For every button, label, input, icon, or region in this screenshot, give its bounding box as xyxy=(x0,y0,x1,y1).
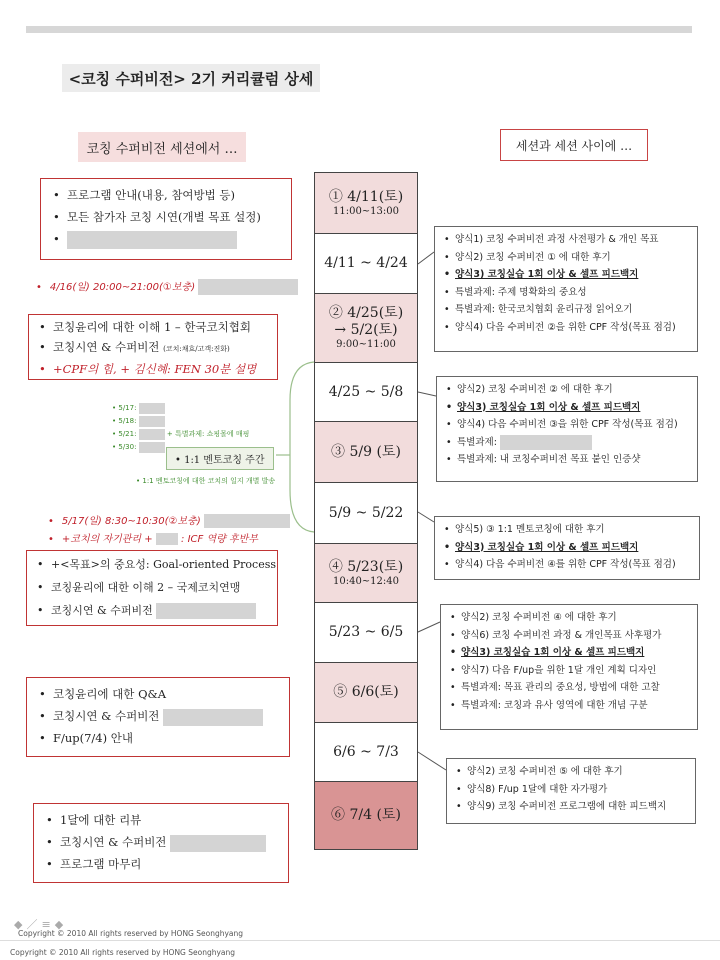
list-item: • 특별과제: 목표 관리의 중요성, 방법에 대한 고찰 xyxy=(447,679,691,697)
redacted-block xyxy=(67,231,237,249)
list-item: • 양식2) 코칭 수퍼비전 ④ 에 대한 후기 xyxy=(447,609,691,627)
list-item: • 코칭윤리에 대한 이해 2 – 국제코치연맹 xyxy=(33,576,271,599)
list-item xyxy=(35,337,271,359)
assignment-box-1 xyxy=(434,226,698,352)
list-item: • 모든 참가자 코칭 시연(개별 목표 설정) xyxy=(49,206,283,228)
mentor-extra-task: + 특별과제: 쇼핑몰에 매핑 xyxy=(166,430,250,438)
interval-1-cell xyxy=(314,233,418,294)
session-1-date: ① 4/11(토) xyxy=(328,188,404,205)
list-item: • 양식5) ③ 1:1 멘토코칭에 대한 후기 xyxy=(441,521,693,539)
interval-2-range: 4/25 ~ 5/8 xyxy=(328,383,404,400)
mentor-coaching-week-badge: • 1:1 멘토코칭 주간 xyxy=(166,447,274,470)
list-item: • 양식4) 다음 수퍼비전 ④를 위한 CPF 작성(목표 점검) xyxy=(441,556,693,574)
redacted-block xyxy=(204,514,290,528)
mentor-date-label: 5/18: xyxy=(118,417,137,425)
menu-icon[interactable]: ≡ xyxy=(41,918,55,931)
list-item: • 양식4) 다음 수퍼비전 ②을 위한 CPF 작성(목표 점검) xyxy=(441,319,691,337)
list-item: • +<목표>의 중요성: Goal-oriented Process xyxy=(33,553,271,576)
list-item: • 양식3) 코칭실습 1회 이상 & 셀프 피드백지 xyxy=(441,266,691,284)
makeup-note-2-text: 5/17(일) 8:30~10:30(②보충) xyxy=(61,516,201,527)
assignment-box-4 xyxy=(440,604,698,730)
session-3-cell xyxy=(314,421,418,483)
prev-icon[interactable]: ◆ xyxy=(14,918,27,931)
list-item-text: 코칭시연 & 수퍼비전 xyxy=(51,604,153,617)
copyright-footer: Copyright © 2010 All rights reserved by HONG Seonghyang xyxy=(10,948,236,957)
mentor-date: • 5/17: xyxy=(112,402,249,415)
list-item: • 양식3) 코칭실습 1회 이상 & 셀프 피드백지 xyxy=(443,399,691,417)
assignment-box-3 xyxy=(434,516,700,580)
list-item: • 코칭윤리에 대한 Q&A xyxy=(35,683,281,705)
list-item: • 양식7) 다음 F/up을 위한 1달 개인 계획 디자인 xyxy=(447,662,691,680)
list-item: • 특별과제: 한국코치협회 윤리규정 읽어오기 xyxy=(441,301,691,319)
session-1-box xyxy=(40,178,292,260)
page-title: <코칭 수퍼비전> 2기 커리큘럼 상세 xyxy=(62,64,320,92)
list-item: • 양식8) F/up 1달에 대한 자가평가 xyxy=(453,781,689,799)
self-care-note-text-a: +코치의 자기관리 + xyxy=(61,534,153,545)
redacted-block xyxy=(500,435,592,450)
list-item xyxy=(42,831,280,853)
list-item: • 양식1) 코칭 수퍼비전 과정 사전평가 & 개인 목표 xyxy=(441,231,691,249)
list-item: • 프로그램 안내(내용, 참여방법 등) xyxy=(49,184,283,206)
session-5-box xyxy=(26,677,290,757)
list-item: • 양식9) 코칭 수퍼비전 프로그램에 대한 피드백지 xyxy=(453,798,689,816)
list-item: • 양식2) 코칭 수퍼비전 ② 에 대한 후기 xyxy=(443,381,691,399)
makeup-note-1: • 4/16(일) 20:00~21:00(①보충) xyxy=(36,278,298,295)
self-care-note-text-b: : ICF 역량 후반부 xyxy=(181,534,258,545)
list-item: • 특별과제: 코칭과 유사 영역에 대한 개념 구분 xyxy=(447,697,691,715)
redacted-block xyxy=(139,442,165,453)
interval-5-range: 6/6 ~ 7/3 xyxy=(333,743,399,760)
session-2-cell xyxy=(314,293,418,363)
interval-1-range: 4/11 ~ 4/24 xyxy=(324,255,408,271)
session-4-date: ④ 5/23(토) xyxy=(328,558,404,575)
list-item: • 양식4) 다음 수퍼비전 ③을 위한 CPF 작성(목표 점검) xyxy=(443,416,691,434)
list-item: • 1달에 대한 리뷰 xyxy=(42,809,280,831)
session-6-box xyxy=(33,803,289,883)
makeup-note-2: • 5/17(일) 8:30~10:30(②보충) xyxy=(48,512,290,528)
list-item: • 양식2) 코칭 수퍼비전 ① 에 대한 후기 xyxy=(441,249,691,267)
interval-3-cell xyxy=(314,482,418,544)
redacted-block xyxy=(139,429,165,440)
list-item-text: 코칭시연 & 수퍼비전 xyxy=(53,709,160,723)
self-care-note: • +코치의 자기관리 + : ICF 역량 후반부 xyxy=(48,534,258,545)
session-6-date: ⑥ 7/4 (토) xyxy=(331,807,401,823)
list-item: • F/up(7/4) 안내 xyxy=(35,727,281,749)
list-item xyxy=(49,228,283,250)
redacted-block xyxy=(170,835,266,852)
list-item: • 프로그램 마무리 xyxy=(42,853,280,875)
list-item: • 코칭윤리에 대한 이해 1 – 한국코치협회 xyxy=(35,317,271,337)
interval-2-cell xyxy=(314,362,418,422)
mentor-date: • 5/21: + 특별과제: 쇼핑몰에 매핑 xyxy=(112,430,250,438)
list-item-text: 코칭시연 & 수퍼비전 xyxy=(60,835,167,849)
list-item-text: 코칭시연 & 수퍼비전 xyxy=(53,340,160,354)
mentor-date: • 5/30: xyxy=(112,441,249,454)
session-2-date: ② 4/25(토) xyxy=(328,305,404,321)
list-item: • 양식2) 코칭 수퍼비전 ⑤ 에 대한 후기 xyxy=(453,763,689,781)
mentor-date-label: 5/21: xyxy=(118,430,137,438)
redacted-block xyxy=(156,603,256,619)
session-4-box xyxy=(26,550,278,626)
mentor-date: • 5/18: xyxy=(112,415,249,428)
session-2-date-changed: → 5/2(토) xyxy=(334,322,398,338)
mentor-coaching-week-label: 1:1 멘토코칭 주간 xyxy=(184,455,265,466)
list-item xyxy=(443,434,691,452)
mentor-note: • 1:1 멘토코칭에 대한 코치의 일지 개별 발송 xyxy=(136,477,276,485)
next-icon[interactable]: ◆ xyxy=(54,918,68,931)
session-4-time: 10:40~12:40 xyxy=(332,575,399,587)
assignment-box-5 xyxy=(446,758,696,824)
assignment-box-2 xyxy=(436,376,698,482)
interval-4-cell xyxy=(314,602,418,663)
session-5-cell xyxy=(314,662,418,723)
pen-icon[interactable]: ／ xyxy=(26,918,42,931)
list-item xyxy=(33,599,271,622)
list-item: • +CPF의 힘, + 김신혜: FEN 30분 설명 xyxy=(35,359,271,379)
session-1-time: 11:00~13:00 xyxy=(332,205,399,217)
list-item: • 양식6) 코칭 수퍼비전 과정 & 개인목표 사후평가 xyxy=(447,627,691,645)
redacted-block xyxy=(156,533,178,545)
list-item xyxy=(35,705,281,727)
interval-5-cell xyxy=(314,722,418,782)
list-item: • 특별과제: 주제 명확화의 중요성 xyxy=(441,284,691,302)
redacted-block xyxy=(198,279,298,295)
mentor-date-label: 5/30: xyxy=(118,443,137,451)
session-header: 코칭 수퍼비전 세션에서 … xyxy=(78,132,246,162)
interval-3-range: 5/9 ~ 5/22 xyxy=(328,504,404,521)
copyright-inline: Copyright © 2010 All rights reserved by HONG Seonghyang xyxy=(18,929,244,938)
redacted-block xyxy=(163,709,263,726)
redacted-block xyxy=(139,403,165,414)
session-4-cell xyxy=(314,543,418,603)
list-item: • 특별과제: 내 코칭수퍼비전 목표 붙인 인증샷 xyxy=(443,451,691,469)
list-item-text: 특별과제: xyxy=(457,436,497,448)
session-6-cell xyxy=(314,781,418,850)
list-item: • 양식3) 코칭실습 1회 이상 & 셀프 피드백지 xyxy=(447,644,691,662)
session-2-box xyxy=(28,314,278,380)
footer-divider xyxy=(0,940,720,941)
session-5-date: ⑤ 6/6(토) xyxy=(333,684,399,700)
mentor-date-label: 5/17: xyxy=(118,404,137,412)
session-1-cell xyxy=(314,172,418,234)
session-2-time: 9:00~11:00 xyxy=(336,339,396,350)
interval-4-range: 5/23 ~ 6/5 xyxy=(328,624,404,640)
mentor-note-text: 1:1 멘토코칭에 대한 코치의 일지 개별 발송 xyxy=(142,477,276,485)
between-session-header: 세션과 세션 사이에 … xyxy=(500,129,648,161)
session-3-date: ③ 5/9 (토) xyxy=(331,443,401,460)
makeup-note-1-text: 4/16(일) 20:00~21:00(①보충) xyxy=(49,282,196,293)
list-item-subtext: (코치:채효/고객:진화) xyxy=(163,345,230,353)
redacted-block xyxy=(139,416,165,427)
list-item: • 양식3) 코칭실습 1회 이상 & 셀프 피드백지 xyxy=(441,539,693,557)
